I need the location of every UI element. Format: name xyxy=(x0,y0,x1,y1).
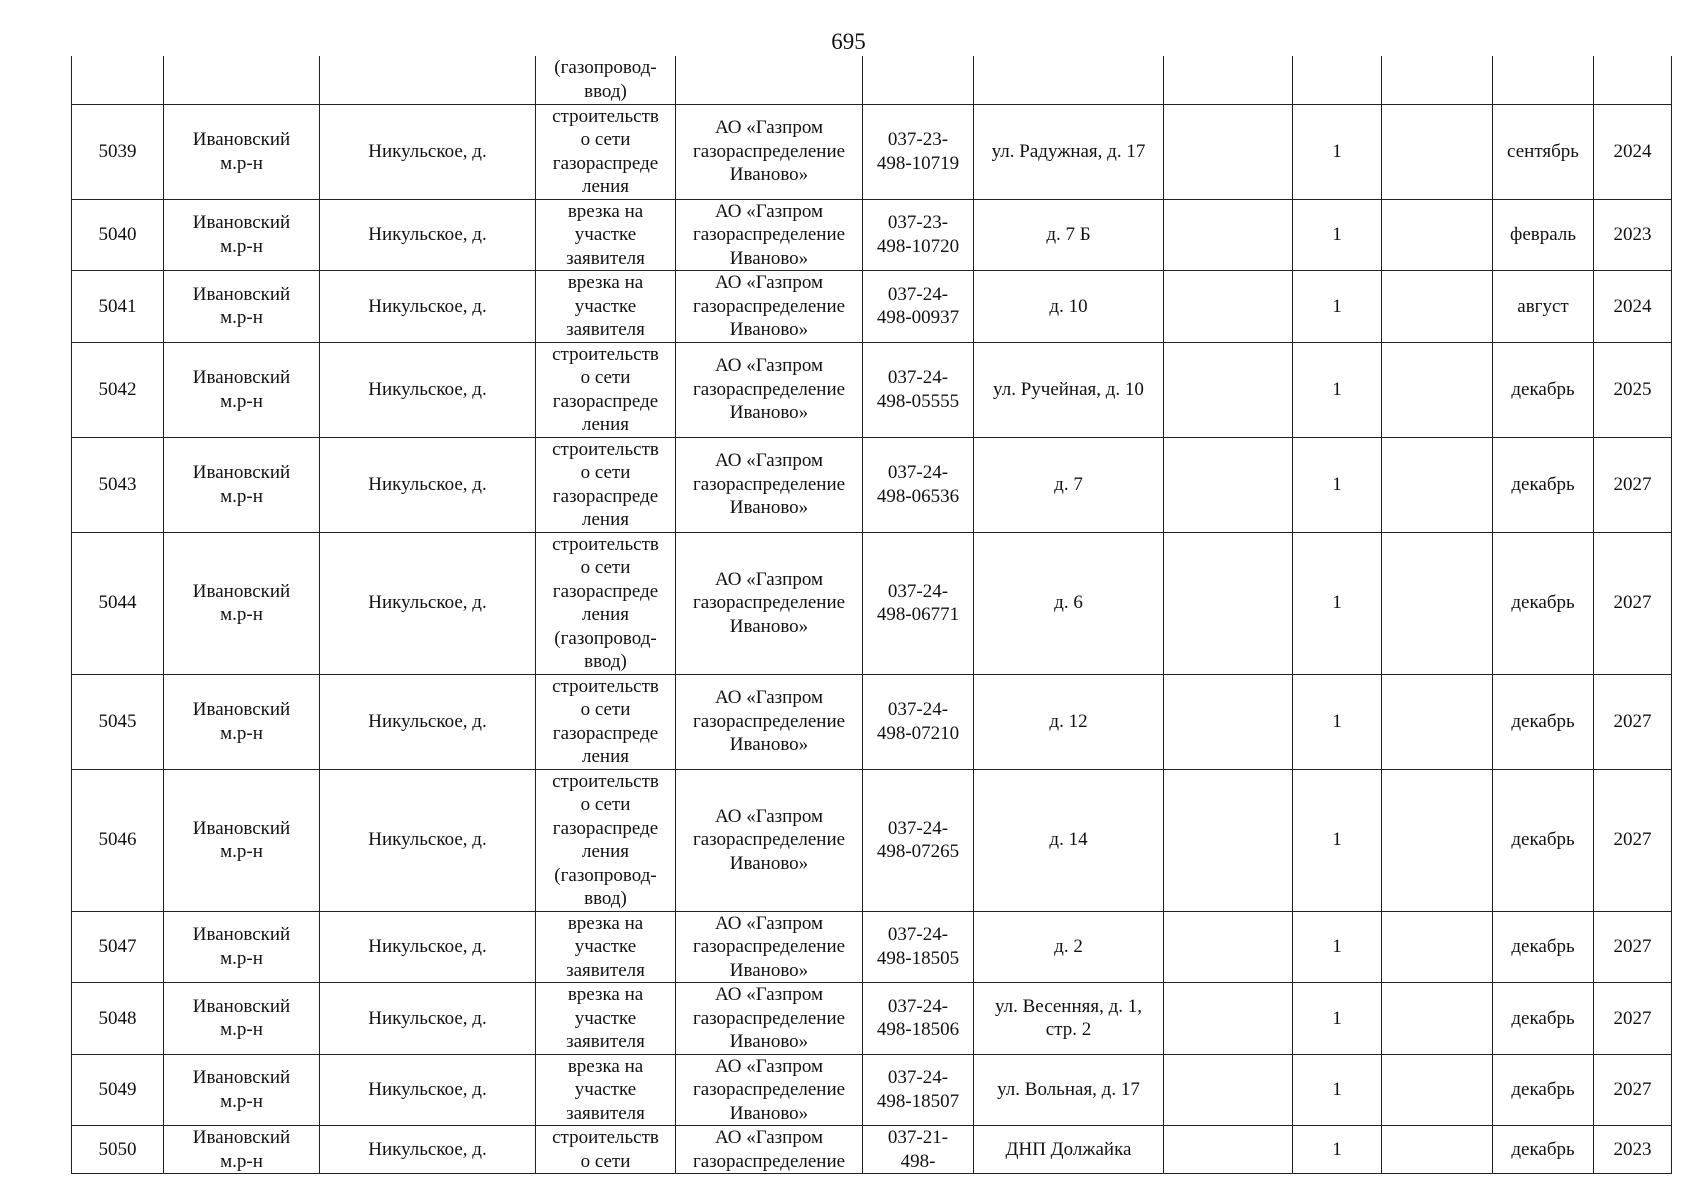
organization-cell-text: АО «Газпром газораспределение xyxy=(692,1127,846,1172)
quantity-cell-text: 1 xyxy=(1332,1079,1342,1100)
organization-cell xyxy=(676,911,863,983)
locality-cell xyxy=(320,56,536,104)
empty-cell xyxy=(1164,271,1293,343)
locality-cell xyxy=(320,1126,536,1174)
district-cell-text: Ивановский м.р-н xyxy=(192,367,291,412)
organization-cell-text: АО «Газпром газораспределение Иваново» xyxy=(692,568,846,637)
address-cell xyxy=(974,199,1164,271)
request-code-cell xyxy=(863,104,974,199)
organization-cell-text: АО «Газпром газораспределение Иваново» xyxy=(692,200,846,269)
address-cell-text: ул. Радужная, д. 17 xyxy=(991,140,1146,162)
quantity-cell xyxy=(1293,271,1382,343)
organization-cell-text: АО «Газпром газораспределение Иваново» xyxy=(692,355,846,424)
request-code-cell xyxy=(863,56,974,104)
quantity-cell-text: 1 xyxy=(1332,936,1342,957)
locality-cell-text: Никульское, д. xyxy=(368,1138,487,1160)
locality-cell-text: Никульское, д. xyxy=(368,1079,487,1100)
district-cell-text: Ивановский м.р-н xyxy=(192,995,291,1041)
row-number-text: 5039 xyxy=(98,140,137,162)
work-type-cell xyxy=(536,983,676,1055)
work-type-cell-text: врезка на участке заявителя xyxy=(566,200,645,269)
month-cell-text: февраль xyxy=(1510,224,1576,245)
work-type-cell xyxy=(536,1054,676,1126)
work-type-cell-text: врезка на участке заявителя xyxy=(566,272,645,340)
table-row xyxy=(72,104,1672,199)
address-cell-text: д. 2 xyxy=(1054,936,1083,957)
table-body xyxy=(72,56,1672,1174)
district-cell xyxy=(164,983,320,1055)
quantity-cell xyxy=(1293,199,1382,271)
address-cell xyxy=(974,1054,1164,1126)
year-cell xyxy=(1594,1126,1672,1174)
locality-cell-text: Никульское, д. xyxy=(368,829,487,851)
empty-cell xyxy=(1382,437,1493,532)
table-row xyxy=(72,1054,1672,1126)
month-cell xyxy=(1493,532,1594,674)
month-cell-text: декабрь xyxy=(1511,829,1575,851)
address-cell-text: ул. Весенняя, д. 1, стр. 2 xyxy=(994,995,1143,1041)
row-number xyxy=(72,911,164,983)
district-cell xyxy=(164,674,320,769)
address-cell-text: д. 12 xyxy=(1049,710,1088,732)
district-cell xyxy=(164,1054,320,1126)
address-cell xyxy=(974,532,1164,674)
work-type-cell xyxy=(536,911,676,983)
year-cell-text: 2027 xyxy=(1613,473,1652,495)
work-type-cell-text: врезка на участке заявителя xyxy=(566,984,645,1052)
quantity-cell-text: 1 xyxy=(1332,473,1342,495)
work-type-cell-text: строительств о сети газораспреде ления (газопровод- ввод) xyxy=(552,770,659,909)
address-cell-text: ул. Вольная, д. 17 xyxy=(997,1079,1140,1100)
year-cell xyxy=(1594,199,1672,271)
row-number xyxy=(72,199,164,271)
quantity-cell-text: 1 xyxy=(1332,295,1342,317)
empty-cell xyxy=(1382,1126,1493,1174)
year-cell-text: 2024 xyxy=(1613,140,1652,162)
page-number: 695 xyxy=(831,29,866,54)
year-cell xyxy=(1594,342,1672,437)
row-number-text: 5046 xyxy=(98,829,137,851)
row-number xyxy=(72,104,164,199)
request-code-cell-text: 037-24- 498-18507 xyxy=(876,1067,960,1112)
table-row xyxy=(72,342,1672,437)
month-cell xyxy=(1493,199,1594,271)
empty-cell xyxy=(1382,342,1493,437)
organization-cell xyxy=(676,437,863,532)
district-cell xyxy=(164,769,320,911)
row-number xyxy=(72,271,164,343)
organization-cell-text: АО «Газпром газораспределение Иваново» xyxy=(692,450,846,519)
quantity-cell xyxy=(1293,56,1382,104)
year-cell xyxy=(1594,56,1672,104)
address-cell xyxy=(974,674,1164,769)
empty-cell xyxy=(1164,104,1293,199)
request-code-cell-text: 037-24- 498-06771 xyxy=(876,580,960,625)
table-row xyxy=(72,769,1672,911)
year-cell xyxy=(1594,983,1672,1055)
address-cell-text: д. 7 Б xyxy=(1046,224,1091,245)
row-number xyxy=(72,674,164,769)
month-cell xyxy=(1493,1054,1594,1126)
locality-cell xyxy=(320,532,536,674)
year-cell xyxy=(1594,769,1672,911)
organization-cell-text: АО «Газпром газораспределение Иваново» xyxy=(692,912,846,981)
year-cell xyxy=(1594,437,1672,532)
locality-cell xyxy=(320,769,536,911)
row-number xyxy=(72,769,164,911)
table-row xyxy=(72,983,1672,1055)
month-cell xyxy=(1493,271,1594,343)
address-cell-text: д. 6 xyxy=(1054,592,1083,614)
locality-cell xyxy=(320,437,536,532)
month-cell xyxy=(1493,104,1594,199)
district-cell-text: Ивановский м.р-н xyxy=(192,129,291,174)
organization-cell xyxy=(676,1054,863,1126)
table-row xyxy=(72,674,1672,769)
request-code-cell xyxy=(863,437,974,532)
district-cell-text: Ивановский м.р-н xyxy=(192,283,291,329)
organization-cell-text: АО «Газпром газораспределение Иваново» xyxy=(692,805,846,874)
month-cell-text: декабрь xyxy=(1511,1007,1575,1029)
month-cell-text: декабрь xyxy=(1511,1138,1575,1160)
locality-cell-text: Никульское, д. xyxy=(368,710,487,732)
request-code-cell-text: 037-24- 498-05555 xyxy=(876,367,960,412)
year-cell-text: 2027 xyxy=(1613,592,1652,614)
district-cell xyxy=(164,1126,320,1174)
district-cell xyxy=(164,56,320,104)
request-code-cell-text: 037-24- 498-07265 xyxy=(876,817,960,862)
year-cell-text: 2027 xyxy=(1613,829,1652,851)
district-cell xyxy=(164,437,320,532)
row-number-text: 5040 xyxy=(98,224,137,245)
month-cell xyxy=(1493,342,1594,437)
district-cell-text: Ивановский м.р-н xyxy=(192,699,291,744)
year-cell-text: 2024 xyxy=(1613,295,1652,317)
organization-cell xyxy=(676,532,863,674)
district-cell-text: Ивановский м.р-н xyxy=(192,212,291,257)
connections-table xyxy=(71,56,1672,1174)
district-cell xyxy=(164,104,320,199)
address-cell xyxy=(974,1126,1164,1174)
month-cell xyxy=(1493,1126,1594,1174)
work-type-cell-text: врезка на участке заявителя xyxy=(566,1055,645,1124)
organization-cell-text: АО «Газпром газораспределение Иваново» xyxy=(692,687,846,756)
quantity-cell xyxy=(1293,437,1382,532)
organization-cell xyxy=(676,1126,863,1174)
district-cell xyxy=(164,342,320,437)
locality-cell xyxy=(320,911,536,983)
request-code-cell xyxy=(863,532,974,674)
year-cell xyxy=(1594,911,1672,983)
row-number xyxy=(72,437,164,532)
locality-cell xyxy=(320,342,536,437)
organization-cell xyxy=(676,271,863,343)
locality-cell-text: Никульское, д. xyxy=(368,473,487,495)
row-number-text: 5049 xyxy=(98,1079,137,1100)
work-type-cell xyxy=(536,532,676,674)
month-cell-text: декабрь xyxy=(1511,378,1575,400)
work-type-cell-text: строительств о сети газораспреде ления xyxy=(552,438,659,530)
address-cell xyxy=(974,271,1164,343)
request-code-cell-text: 037-24- 498-18506 xyxy=(876,995,960,1041)
district-cell xyxy=(164,532,320,674)
work-type-cell xyxy=(536,271,676,343)
address-cell xyxy=(974,769,1164,911)
request-code-cell xyxy=(863,199,974,271)
request-code-cell xyxy=(863,342,974,437)
district-cell-text: Ивановский м.р-н xyxy=(192,580,291,625)
work-type-cell xyxy=(536,342,676,437)
address-cell xyxy=(974,983,1164,1055)
work-type-cell xyxy=(536,104,676,199)
year-cell-text: 2023 xyxy=(1613,1138,1652,1160)
year-cell xyxy=(1594,104,1672,199)
locality-cell xyxy=(320,983,536,1055)
locality-cell-text: Никульское, д. xyxy=(368,140,487,162)
request-code-cell-text: 037-24- 498-18505 xyxy=(876,924,960,969)
year-cell xyxy=(1594,271,1672,343)
table-row xyxy=(72,437,1672,532)
quantity-cell xyxy=(1293,342,1382,437)
request-code-cell-text: 037-24- 498-07210 xyxy=(876,699,960,744)
month-cell-text: сентябрь xyxy=(1507,140,1579,162)
row-number-text: 5043 xyxy=(98,473,137,495)
organization-cell xyxy=(676,104,863,199)
request-code-cell-text: 037-23- 498-10720 xyxy=(876,212,960,257)
work-type-cell xyxy=(536,199,676,271)
quantity-cell-text: 1 xyxy=(1332,1007,1342,1029)
work-type-cell-text: строительств о сети xyxy=(552,1127,659,1172)
quantity-cell xyxy=(1293,911,1382,983)
month-cell-text: декабрь xyxy=(1511,936,1575,957)
address-cell xyxy=(974,342,1164,437)
address-cell xyxy=(974,911,1164,983)
request-code-cell-text: 037-21- 498- xyxy=(887,1127,949,1172)
request-code-cell-text: 037-24- 498-00937 xyxy=(876,283,960,329)
work-type-cell xyxy=(536,56,676,104)
table-row xyxy=(72,911,1672,983)
empty-cell xyxy=(1382,983,1493,1055)
organization-cell-text: АО «Газпром газораспределение Иваново» xyxy=(692,117,846,186)
district-cell-text: Ивановский м.р-н xyxy=(192,1127,291,1172)
organization-cell xyxy=(676,342,863,437)
row-number-text: 5047 xyxy=(98,936,137,957)
quantity-cell xyxy=(1293,532,1382,674)
district-cell-text: Ивановский м.р-н xyxy=(192,1067,291,1112)
month-cell-text: август xyxy=(1517,295,1569,317)
district-cell xyxy=(164,911,320,983)
table-row xyxy=(72,199,1672,271)
organization-cell xyxy=(676,674,863,769)
empty-cell xyxy=(1382,199,1493,271)
row-number-text: 5044 xyxy=(98,592,137,614)
empty-cell xyxy=(1382,271,1493,343)
locality-cell xyxy=(320,674,536,769)
organization-cell xyxy=(676,199,863,271)
organization-cell xyxy=(676,769,863,911)
locality-cell-text: Никульское, д. xyxy=(368,1007,487,1029)
empty-cell xyxy=(1164,674,1293,769)
request-code-cell xyxy=(863,1054,974,1126)
row-number xyxy=(72,1054,164,1126)
district-cell-text: Ивановский м.р-н xyxy=(192,817,291,862)
empty-cell xyxy=(1382,769,1493,911)
row-number xyxy=(72,56,164,104)
quantity-cell-text: 1 xyxy=(1332,1138,1342,1160)
locality-cell xyxy=(320,199,536,271)
organization-cell xyxy=(676,983,863,1055)
row-number xyxy=(72,532,164,674)
month-cell-text: декабрь xyxy=(1511,592,1575,614)
table-row xyxy=(72,271,1672,343)
address-cell-text: ДНП Должайка xyxy=(1005,1138,1132,1160)
request-code-cell-text: 037-24- 498-06536 xyxy=(876,462,960,507)
district-cell-text: Ивановский м.р-н xyxy=(192,924,291,969)
year-cell xyxy=(1594,532,1672,674)
row-number-text: 5048 xyxy=(98,1007,137,1029)
quantity-cell xyxy=(1293,1054,1382,1126)
request-code-cell xyxy=(863,911,974,983)
month-cell-text: декабрь xyxy=(1511,710,1575,732)
quantity-cell xyxy=(1293,1126,1382,1174)
row-number-text: 5050 xyxy=(98,1138,137,1160)
year-cell xyxy=(1594,1054,1672,1126)
work-type-cell-text: строительств о сети газораспреде ления xyxy=(552,675,659,767)
empty-cell xyxy=(1382,674,1493,769)
address-cell xyxy=(974,437,1164,532)
quantity-cell-text: 1 xyxy=(1332,140,1342,162)
year-cell-text: 2027 xyxy=(1613,936,1652,957)
month-cell xyxy=(1493,983,1594,1055)
organization-cell xyxy=(676,56,863,104)
row-number xyxy=(72,1126,164,1174)
work-type-cell-text: строительств о сети газораспреде ления xyxy=(552,105,659,197)
organization-cell-text: АО «Газпром газораспределение Иваново» xyxy=(692,1055,846,1124)
empty-cell xyxy=(1164,532,1293,674)
quantity-cell xyxy=(1293,769,1382,911)
empty-cell xyxy=(1382,104,1493,199)
district-cell xyxy=(164,271,320,343)
month-cell xyxy=(1493,769,1594,911)
locality-cell-text: Никульское, д. xyxy=(368,224,487,245)
request-code-cell xyxy=(863,271,974,343)
locality-cell xyxy=(320,104,536,199)
quantity-cell-text: 1 xyxy=(1332,592,1342,614)
organization-cell-text: АО «Газпром газораспределение Иваново» xyxy=(692,984,846,1052)
quantity-cell xyxy=(1293,104,1382,199)
district-cell-text: Ивановский м.р-н xyxy=(192,462,291,507)
quantity-cell xyxy=(1293,983,1382,1055)
district-cell xyxy=(164,199,320,271)
empty-cell xyxy=(1164,769,1293,911)
empty-cell xyxy=(1164,56,1293,104)
year-cell-text: 2027 xyxy=(1613,1079,1652,1100)
address-cell-text: д. 14 xyxy=(1049,829,1088,851)
work-type-cell-text: строительств о сети газораспреде ления xyxy=(552,343,659,435)
address-cell-text: ул. Ручейная, д. 10 xyxy=(993,378,1144,400)
month-cell-text: декабрь xyxy=(1511,473,1575,495)
request-code-cell xyxy=(863,1126,974,1174)
row-number xyxy=(72,983,164,1055)
quantity-cell xyxy=(1293,674,1382,769)
empty-cell xyxy=(1164,1126,1293,1174)
year-cell-text: 2023 xyxy=(1613,224,1652,245)
empty-cell xyxy=(1164,1054,1293,1126)
empty-cell xyxy=(1164,911,1293,983)
quantity-cell-text: 1 xyxy=(1332,378,1342,400)
organization-cell-text: АО «Газпром газораспределение Иваново» xyxy=(692,272,846,340)
empty-cell xyxy=(1382,911,1493,983)
table-row xyxy=(72,532,1672,674)
address-cell-text: д. 10 xyxy=(1049,295,1088,317)
address-cell xyxy=(974,104,1164,199)
empty-cell xyxy=(1382,56,1493,104)
request-code-cell xyxy=(863,983,974,1055)
year-cell xyxy=(1594,674,1672,769)
row-number-text: 5045 xyxy=(98,710,137,732)
work-type-cell-text: строительств о сети газораспреде ления (газопровод- ввод) xyxy=(552,533,659,672)
locality-cell xyxy=(320,1054,536,1126)
year-cell-text: 2027 xyxy=(1613,710,1652,732)
month-cell xyxy=(1493,674,1594,769)
month-cell-text: декабрь xyxy=(1511,1079,1575,1100)
empty-cell xyxy=(1164,342,1293,437)
locality-cell-text: Никульское, д. xyxy=(368,378,487,400)
empty-cell xyxy=(1164,199,1293,271)
work-type-cell-text: (газопровод- ввод) xyxy=(554,57,657,102)
row-number-text: 5041 xyxy=(98,295,137,317)
quantity-cell-text: 1 xyxy=(1332,829,1342,851)
row-number-text: 5042 xyxy=(98,378,137,400)
month-cell xyxy=(1493,911,1594,983)
empty-cell xyxy=(1382,1054,1493,1126)
work-type-cell-text: врезка на участке заявителя xyxy=(566,912,645,981)
year-cell-text: 2025 xyxy=(1613,378,1652,400)
address-cell-text: д. 7 xyxy=(1054,473,1083,495)
empty-cell xyxy=(1164,437,1293,532)
empty-cell xyxy=(1382,532,1493,674)
month-cell xyxy=(1493,56,1594,104)
work-type-cell xyxy=(536,769,676,911)
year-cell-text: 2027 xyxy=(1613,1007,1652,1029)
request-code-cell-text: 037-23- 498-10719 xyxy=(876,129,960,174)
request-code-cell xyxy=(863,674,974,769)
table-row xyxy=(72,1126,1672,1174)
month-cell xyxy=(1493,437,1594,532)
locality-cell-text: Никульское, д. xyxy=(368,592,487,614)
work-type-cell xyxy=(536,674,676,769)
work-type-cell xyxy=(536,1126,676,1174)
locality-cell xyxy=(320,271,536,343)
row-number xyxy=(72,342,164,437)
quantity-cell-text: 1 xyxy=(1332,224,1342,245)
locality-cell-text: Никульское, д. xyxy=(368,295,487,317)
empty-cell xyxy=(1164,983,1293,1055)
request-code-cell xyxy=(863,769,974,911)
table-row xyxy=(72,56,1672,104)
address-cell xyxy=(974,56,1164,104)
work-type-cell xyxy=(536,437,676,532)
locality-cell-text: Никульское, д. xyxy=(368,936,487,957)
quantity-cell-text: 1 xyxy=(1332,710,1342,732)
